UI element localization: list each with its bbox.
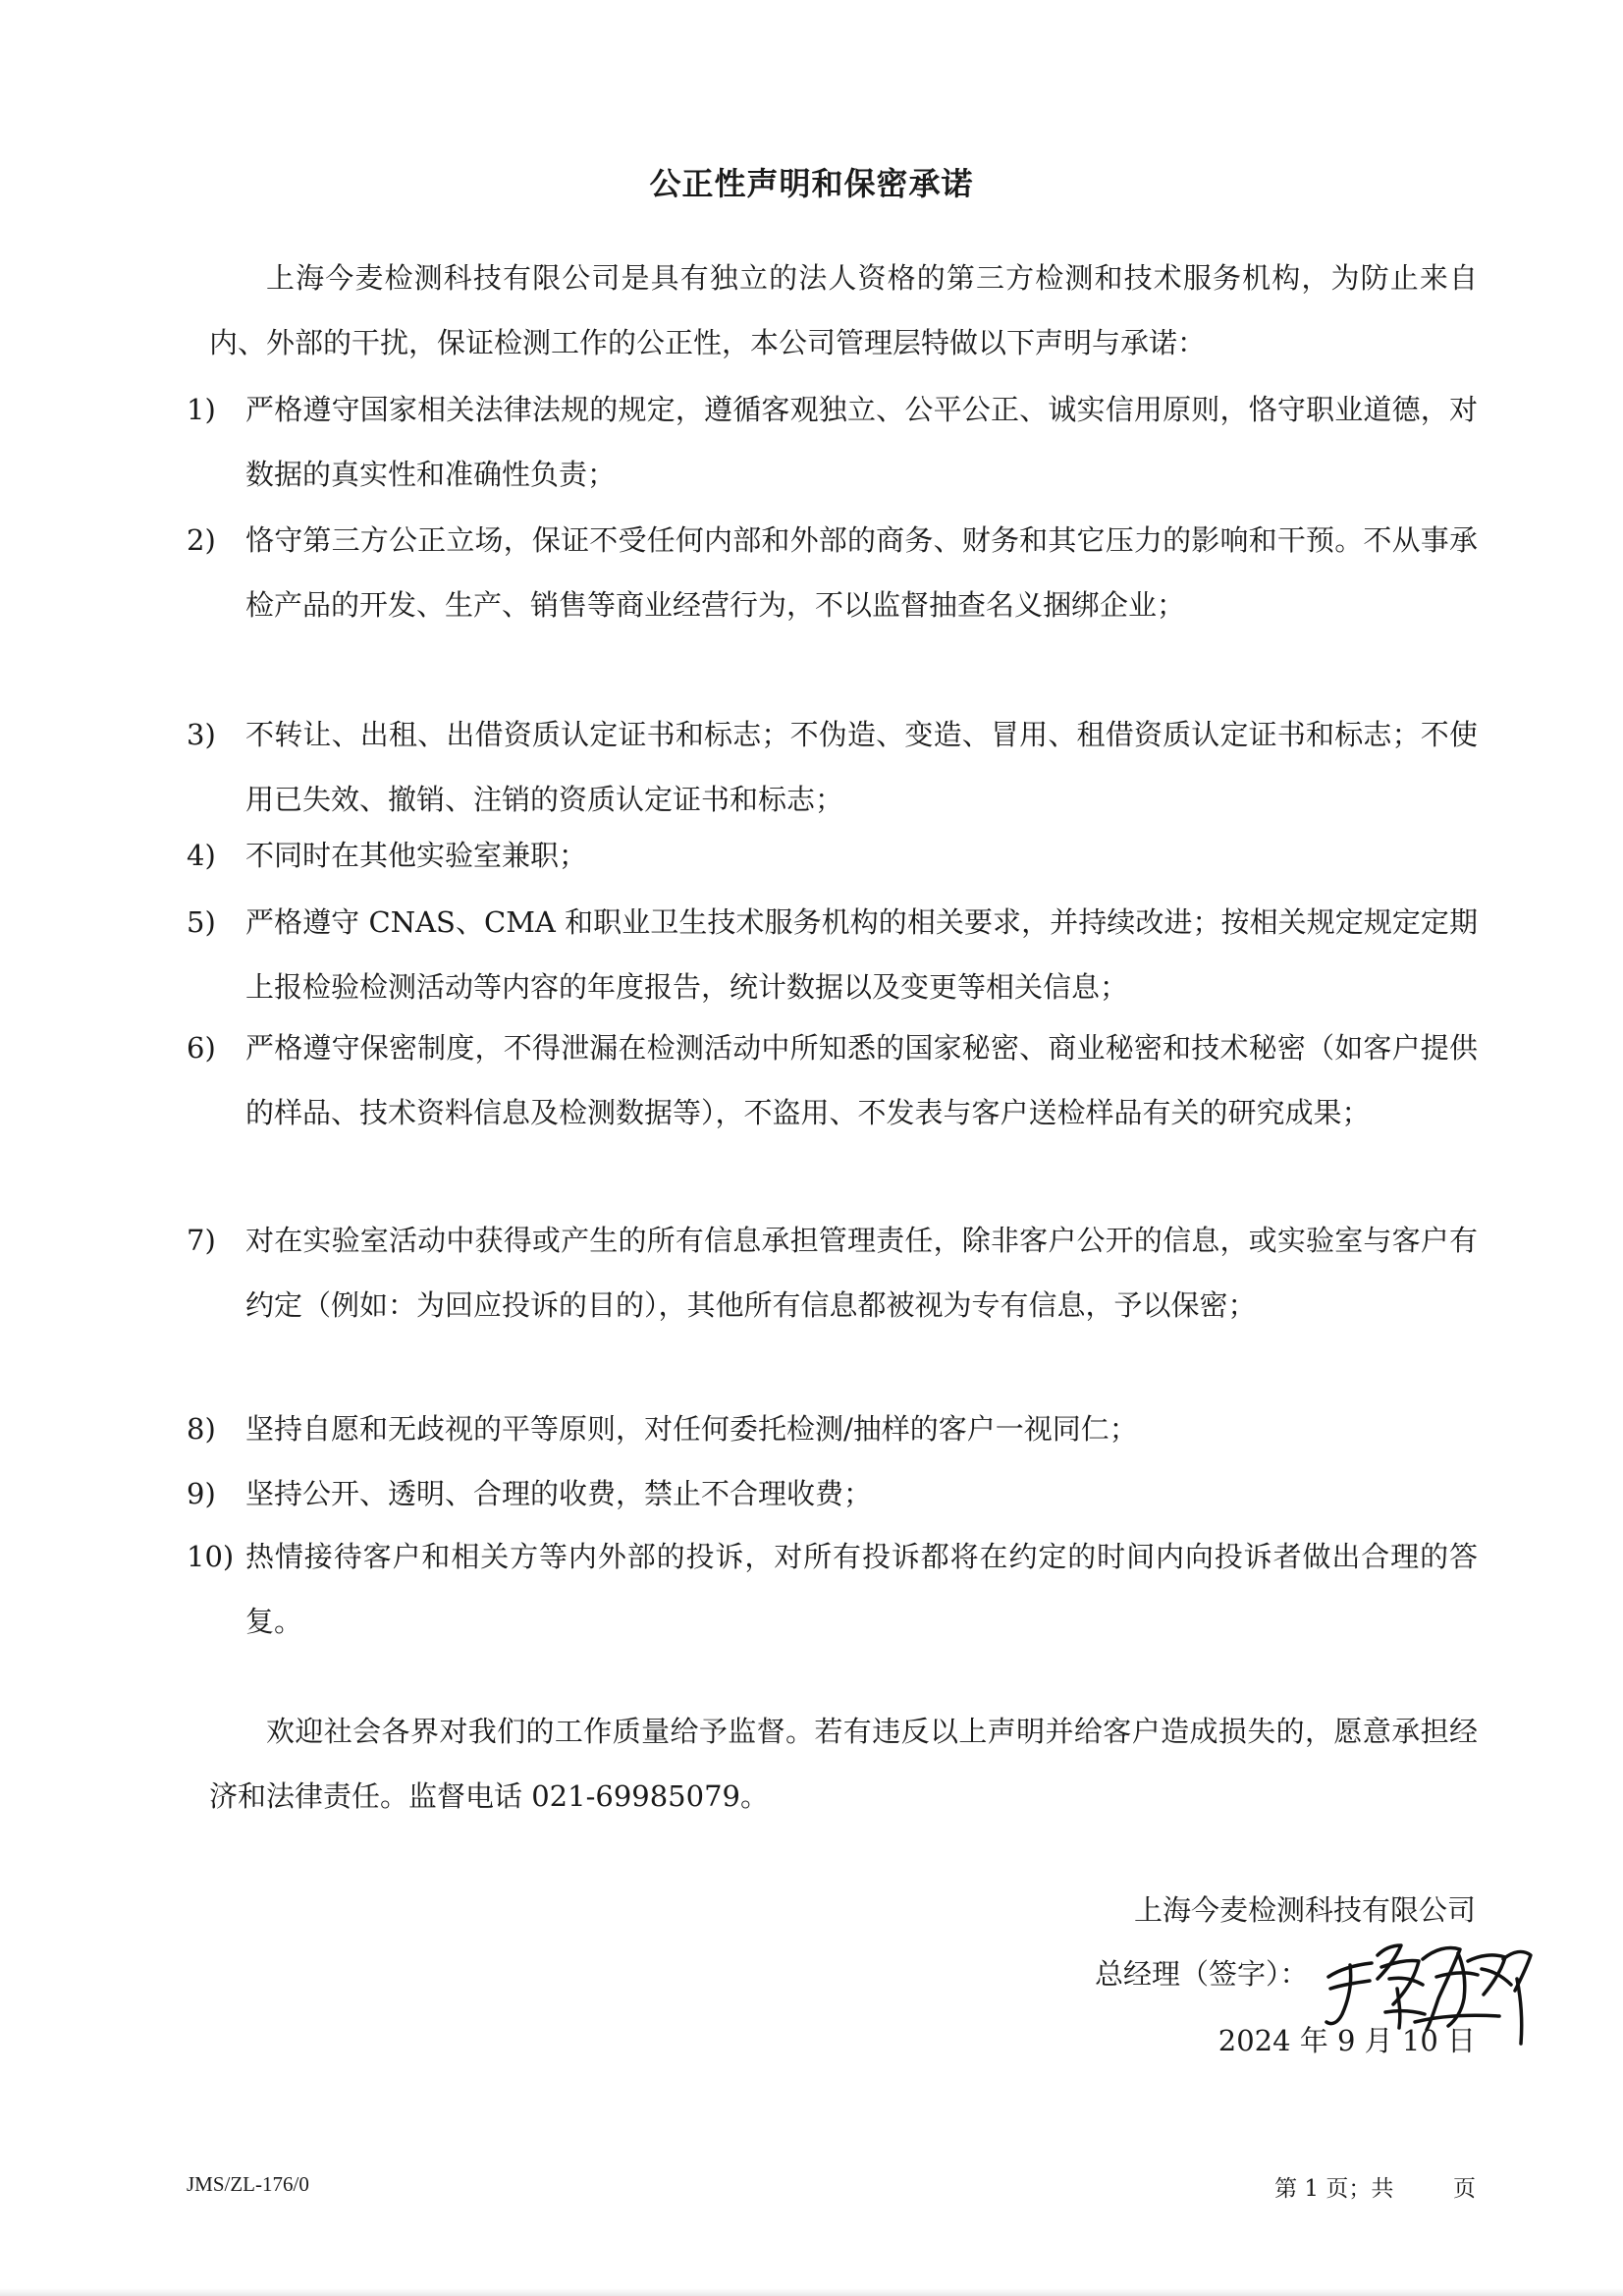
item-text: 坚持公开、透明、合理的收费，禁止不合理收费； xyxy=(245,1477,873,1510)
item-number: 2) xyxy=(187,523,216,557)
list-item xyxy=(187,890,1478,1019)
list-item xyxy=(187,1396,1478,1461)
item-text: 严格遵守国家相关法律法规的规定，遵循客观独立、公平公正、诚实信用原则，恪守职业道德，对数据的真实性和准确性负责； xyxy=(245,393,1478,491)
company-name: 上海今麦检测科技有限公司 xyxy=(1133,1893,1476,1927)
closing-paragraph: 欢迎社会各界对我们的工作质量给予监督。若有违反以上声明并给客户造成损失的，愿意承担经济和法律责任。监督电话 021-69985079。 xyxy=(209,1715,1478,1813)
manager-signature-label: 总经理（签字）： xyxy=(1095,1957,1309,1991)
item-number: 6) xyxy=(187,1031,216,1065)
item-number: 7) xyxy=(187,1224,216,1257)
list-item xyxy=(187,1015,1478,1145)
document-date: 2024 年 9 月 10 日 xyxy=(1217,2024,1476,2057)
intro-paragraph: 上海今麦检测科技有限公司是具有独立的法人资格的第三方检测和技术服务机构，为防止来自内、外部的干扰，保证检测工作的公正性，本公司管理层特做以下声明与承诺： xyxy=(209,261,1478,359)
item-number: 4) xyxy=(187,839,216,872)
item-text: 对在实验室活动中获得或产生的所有信息承担管理责任，除非客户公开的信息，或实验室与客户有约定（例如：为回应投诉的目的），其他所有信息都被视为专有信息，予以保密； xyxy=(245,1224,1478,1322)
page-indicator-suffix: 页 xyxy=(1453,2176,1476,2202)
list-item xyxy=(187,702,1478,832)
item-number: 10) xyxy=(187,1540,235,1573)
list-item xyxy=(187,508,1478,637)
item-text: 热情接待客户和相关方等内外部的投诉，对所有投诉都将在约定的时间内向投诉者做出合理的答复。 xyxy=(245,1540,1478,1638)
item-text: 不转让、出租、出借资质认定证书和标志；不伪造、变造、冒用、租借资质认定证书和标志；不使用已失效、撤销、注销的资质认定证书和标志； xyxy=(245,718,1478,816)
item-text: 恪守第三方公正立场，保证不受任何内部和外部的商务、财务和其它压力的影响和干预。不从事承检产品的开发、生产、销售等商业经营行为，不以监督抽查名义捆绑企业； xyxy=(245,523,1478,622)
item-number: 8) xyxy=(187,1412,216,1446)
list-item xyxy=(187,377,1478,507)
item-number: 3) xyxy=(187,718,216,751)
item-text: 坚持自愿和无歧视的平等原则，对任何委托检测/抽样的客户一视同仁； xyxy=(245,1412,1138,1446)
item-number: 5) xyxy=(187,905,216,939)
page-indicator-prefix: 第 1 页；共 xyxy=(1274,2176,1394,2202)
document-code: JMS/ZL-176/0 xyxy=(187,2172,309,2196)
item-text: 严格遵守 CNAS、CMA 和职业卫生技术服务机构的相关要求，并持续改进；按相关规定规定定期上报检验检测活动等内容的年度报告，统计数据以及变更等相关信息； xyxy=(245,905,1478,1004)
item-text: 不同时在其他实验室兼职； xyxy=(245,839,588,872)
list-item xyxy=(187,823,1478,888)
list-item xyxy=(187,1461,1478,1526)
document-title: 公正性声明和保密承诺 xyxy=(649,165,974,202)
scan-edge xyxy=(0,2288,1623,2296)
item-text: 严格遵守保密制度，不得泄漏在检测活动中所知悉的国家秘密、商业秘密和技术秘密（如客户提供的样品、技术资料信息及检测数据等），不盗用、不发表与客户送检样品有关的研究成果； xyxy=(245,1031,1478,1129)
list-item xyxy=(187,1208,1478,1338)
list-item xyxy=(187,1524,1478,1654)
item-number: 9) xyxy=(187,1477,216,1510)
item-number: 1) xyxy=(187,393,216,426)
page-indicator xyxy=(1274,2170,1476,2203)
